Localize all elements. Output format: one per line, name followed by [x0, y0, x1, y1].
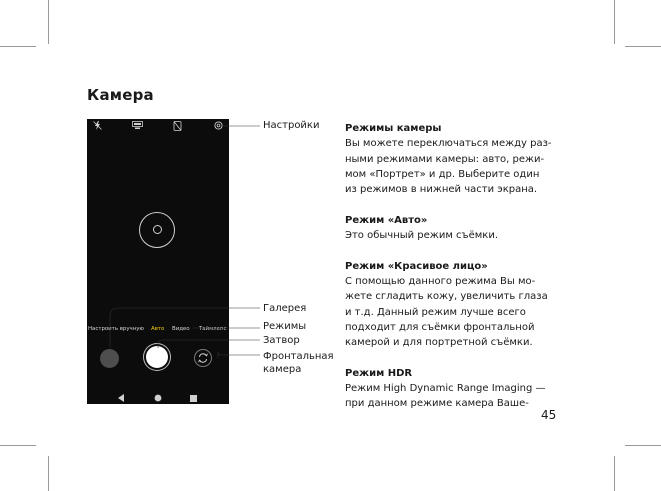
text-line: при данном режиме камера Ваше-	[345, 398, 529, 410]
text-line: С помощью данного режима Вы мо-	[345, 275, 536, 287]
text-line: Режим High Dynamic Range Imaging —	[345, 383, 546, 395]
text-line: мом «Портрет» и др. Выберите один	[345, 168, 540, 180]
body-text	[345, 121, 557, 412]
text-line: и т.д. Данный режим лучше всего	[345, 306, 526, 318]
heading-hdr-mode: Режим HDR	[345, 367, 413, 379]
mode-timelapse[interactable]: Таймлепс	[199, 326, 227, 332]
callout-front-camera-line1: Фронтальная	[263, 351, 334, 362]
page-number: 45	[541, 408, 557, 422]
text-line: подходит для съёмки фронтальной	[345, 321, 535, 333]
heading-camera-modes: Режимы камеры	[345, 123, 442, 134]
text-line: жете сгладить кожу, увеличить глаза	[345, 291, 548, 303]
text-line: камерой и для портретной съёмки.	[345, 337, 533, 349]
text-line: ными режимами камеры: авто, режи-	[345, 153, 545, 165]
text-line: из режимов в нижней части экрана.	[345, 184, 538, 196]
heading-auto-mode: Режим «Авто»	[345, 214, 428, 226]
callout-gallery: Галерея	[263, 303, 307, 314]
mode-manual[interactable]: Настроить вручную	[88, 326, 144, 332]
callout-modes: Режимы	[263, 321, 307, 332]
mode-auto[interactable]: Авто	[151, 326, 165, 332]
page-title: Камера	[87, 86, 154, 104]
callout-shutter: Затвор	[263, 335, 300, 346]
text-line: Это обычный режим съёмки.	[345, 230, 499, 242]
heading-beauty-mode: Режим «Красивое лицо»	[345, 260, 488, 272]
callout-settings: Настройки	[263, 120, 320, 131]
callout-front-camera-line2: камера	[263, 364, 302, 375]
mode-video[interactable]: Видео	[172, 326, 190, 332]
text-line: Вы можете переключаться между раз-	[345, 138, 552, 150]
